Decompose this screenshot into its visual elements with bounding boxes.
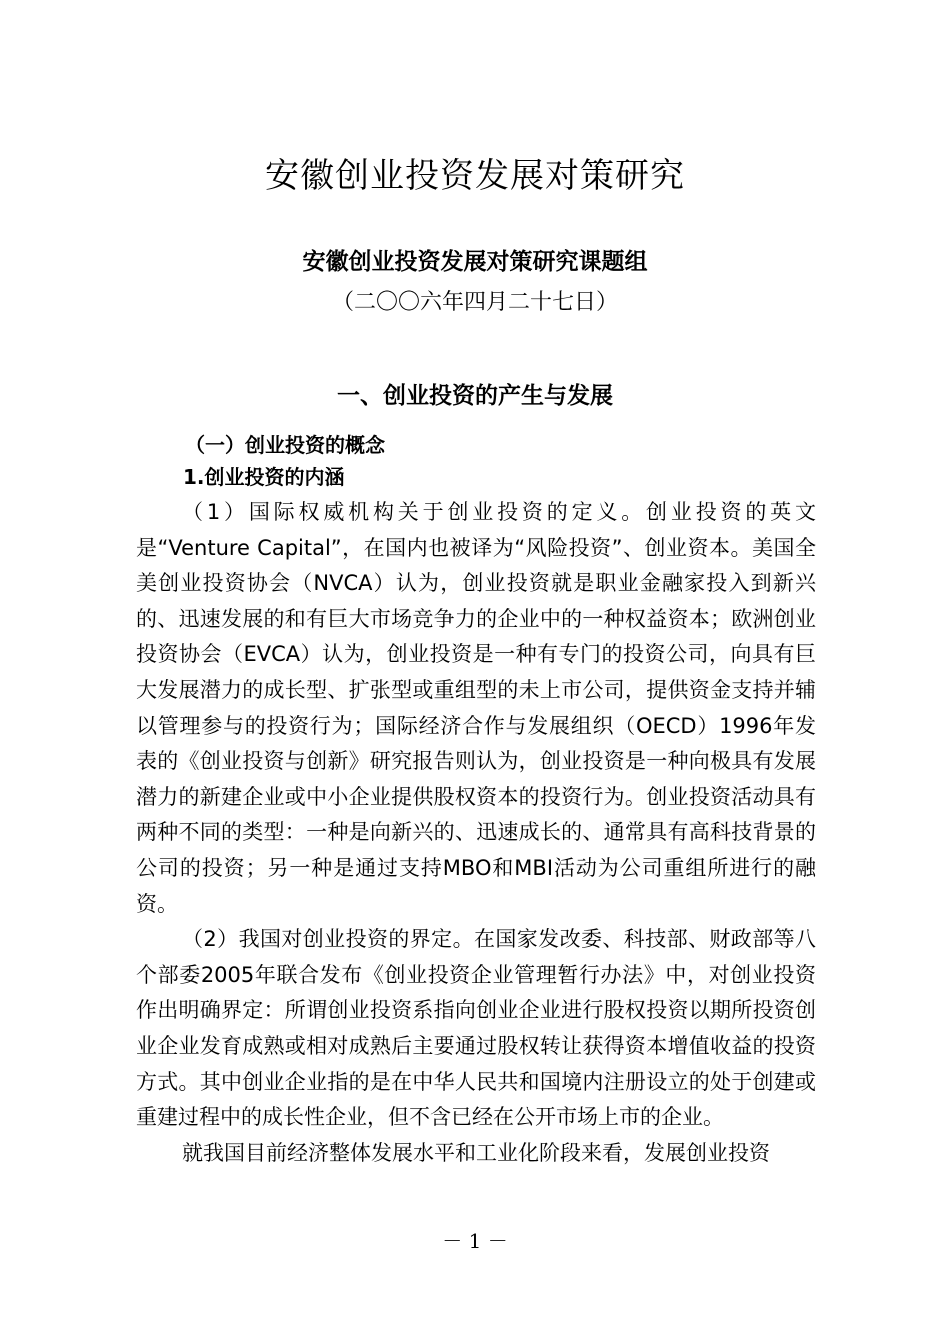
body-paragraph: （2）我国对创业投资的界定。在国家发改委、科技部、财政部等八个部委2005年联合发布《创业投资企业管理暂行办法》中，对创业投资作出明确界定：所谓创业投资系指向创业企业进行股权投资以期所投资创业企业发育成熟或相对成熟后主要通过股权转让获得资本增值收益的投资方式。其中创业企业指的是在中华人民共和国境内注册设立的处于创建或重建过程中的成长性企业，但不含已经在公开市场上市的企业。 [136,927,816,1130]
body-paragraph: （1）国际权威机构关于创业投资的定义。创业投资的英文是“Venture Capital”，在国内也被译为“风险投资”、创业资本。美国全美创业投资协会（NVCA）认为，创业投资就是职业金融家投入到新兴的、迅速发展的和有巨大市场竞争力的企业中的一种权益资本；欧洲创业投资协会（EVCA）认为，创业投资是一种有专门的投资公司，向具有巨大发展潜力的成长型、扩张型或重组型的未上市公司，提供资金支持并辅以管理参与的投资行为；国际经济合作与发展组织（OECD）1996年发表的《创业投资与创新》研究报告则认为，创业投资是一种向极具有发展潜力的新建企业或中小企业提供股权资本的投资行为。创业投资活动具有两种不同的类型：一种是向新兴的、迅速成长的、通常具有高科技背景的公司的投资；另一种是通过支持MBO和MBI活动为公司重组所进行的融资。 [136,500,816,916]
document-body [136,495,816,1171]
document-date: （二〇〇六年四月二十七日） [331,290,618,315]
subsubsection-heading: 1.创业投资的内涵 [183,465,345,489]
subsection-heading: （一）创业投资的概念 [185,433,385,457]
document-author: 安徽创业投资发展对策研究课题组 [302,249,648,275]
document-title: 安徽创业投资发展对策研究 [265,156,685,196]
page-number: － 1 － [442,1229,508,1253]
section-heading: 一、创业投资的产生与发展 [337,383,613,409]
body-paragraph: 就我国目前经济整体发展水平和工业化阶段来看，发展创业投资 [182,1140,770,1165]
